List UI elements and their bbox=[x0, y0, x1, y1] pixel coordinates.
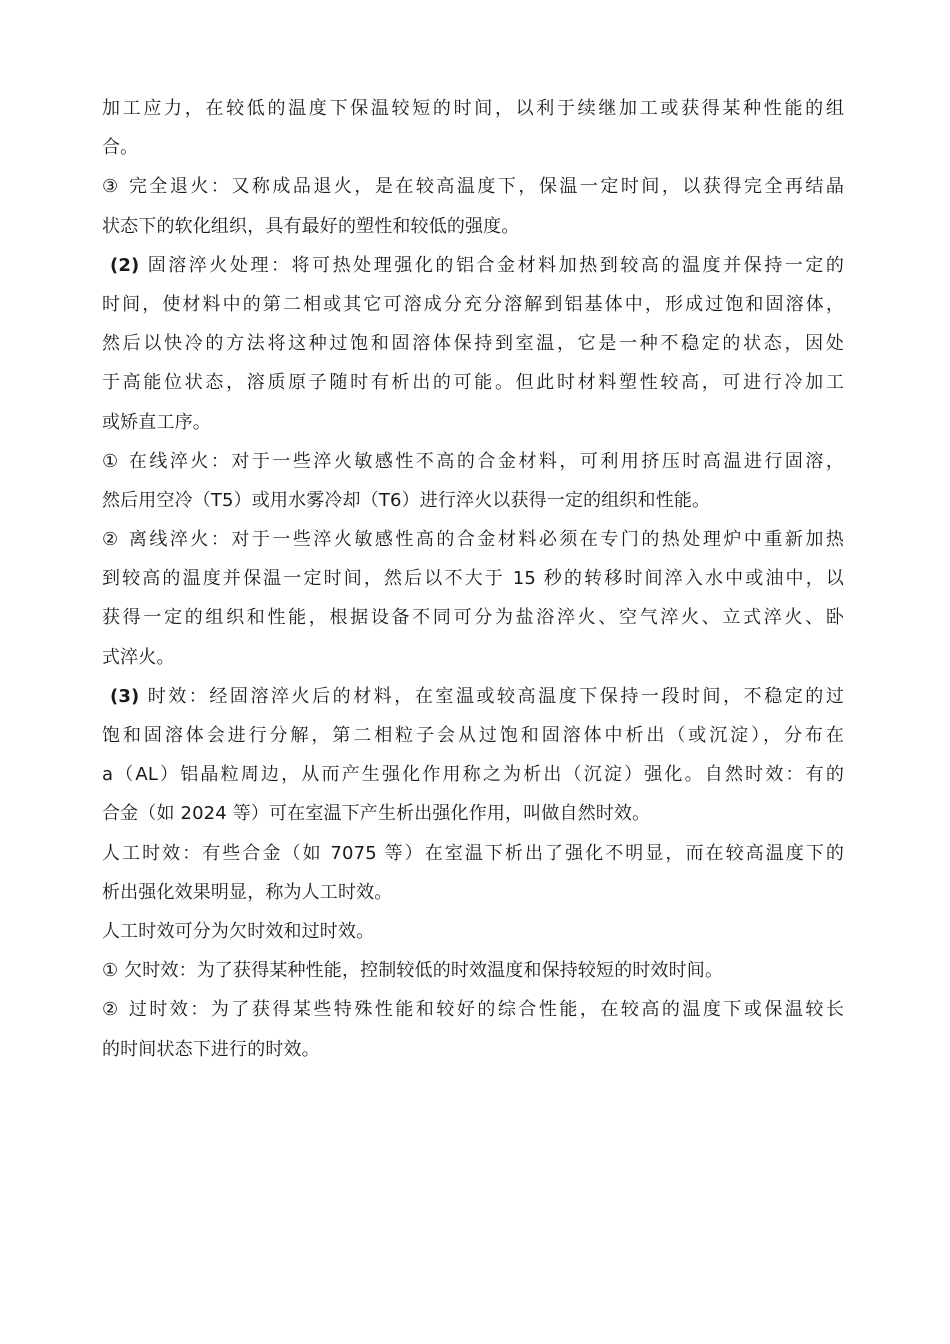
text-line bbox=[102, 363, 844, 402]
line-text: ② 过时效：为了获得某些特殊性能和较好的综合性能，在较高的温度下或保温较长 bbox=[102, 999, 844, 1021]
line-text: ② 离线淬火：对于一些淬火敏感性高的合金材料必须在专门的热处理炉中重新加热 bbox=[102, 529, 844, 551]
text-line bbox=[102, 520, 844, 559]
line-text: 人工时效可分为欠时效和过时效。 bbox=[102, 920, 375, 942]
text-line bbox=[102, 403, 844, 442]
text-line bbox=[102, 912, 844, 951]
text-line bbox=[102, 794, 844, 833]
text-line bbox=[102, 89, 844, 128]
body-text bbox=[102, 89, 844, 1069]
text-line bbox=[102, 638, 844, 677]
text-line bbox=[102, 442, 844, 481]
text-line bbox=[102, 677, 844, 716]
text-line bbox=[102, 951, 844, 990]
line-text: ① 在线淬火：对于一些淬火敏感性不高的合金材料，可利用挤压时高温进行固溶， bbox=[102, 450, 844, 472]
line-text: ③ 完全退火：又称成品退火，是在较高温度下，保温一定时间，以获得完全再结晶 bbox=[102, 176, 844, 198]
text-line bbox=[102, 246, 844, 285]
line-text: 然后以快冷的方法将这种过饱和固溶体保持到室温，它是一种不稳定的状态，因处 bbox=[102, 333, 844, 355]
text-line bbox=[102, 285, 844, 324]
line-text: 然后用空冷（T5）或用水雾冷却（T6）进行淬火以获得一定的组织和性能。 bbox=[102, 489, 711, 511]
line-text: 合金（如 2024 等）可在室温下产生析出强化作用，叫做自然时效。 bbox=[102, 803, 651, 825]
text-line bbox=[102, 167, 844, 206]
line-text: 饱和固溶体会进行分解，第二相粒子会从过饱和固溶体中析出（或沉淀），分布在 bbox=[102, 725, 844, 746]
text-line bbox=[102, 873, 844, 912]
text-line bbox=[102, 990, 844, 1029]
text-line bbox=[102, 324, 844, 363]
line-text: 或矫直工序。 bbox=[102, 411, 211, 433]
section-number: (3) bbox=[110, 685, 140, 707]
line-text: 人工时效：有些合金（如 7075 等）在室温下析出了强化不明显，而在较高温度下的 bbox=[102, 842, 844, 864]
text-line bbox=[102, 207, 844, 246]
section-number: (2) bbox=[110, 254, 140, 276]
line-text: 合。 bbox=[102, 137, 139, 159]
line-text: 时间，使材料中的第二相或其它可溶成分充分溶解到铝基体中，形成过饱和固溶体， bbox=[102, 293, 844, 315]
text-line bbox=[102, 1030, 844, 1069]
text-line bbox=[102, 716, 844, 755]
text-line bbox=[102, 128, 844, 167]
line-text: 于高能位状态，溶质原子随时有析出的可能。但此时材料塑性较高，可进行冷加工 bbox=[102, 372, 844, 394]
text-line bbox=[102, 598, 844, 637]
line-text: 的时间状态下进行的时效。 bbox=[102, 1038, 320, 1060]
line-text: a（AL）铝晶粒周边，从而产生强化作用称之为析出（沉淀）强化。自然时效：有的 bbox=[102, 764, 844, 786]
text-line bbox=[102, 834, 844, 873]
text-line bbox=[102, 481, 844, 520]
line-text: 析出强化效果明显，称为人工时效。 bbox=[102, 881, 393, 903]
line-text: 获得一定的组织和性能，根据设备不同可分为盐浴淬火、空气淬火、立式淬火、卧 bbox=[102, 607, 844, 629]
line-text: 到较高的温度并保温一定时间，然后以不大于 15 秒的转移时间淬入水中或油中，以 bbox=[102, 568, 844, 590]
text-line bbox=[102, 559, 844, 598]
line-text: 式淬火。 bbox=[102, 646, 175, 668]
text-line bbox=[102, 755, 844, 794]
line-text: 固溶淬火处理：将可热处理强化的铝合金材料加热到较高的温度并保持一定的 bbox=[139, 254, 844, 276]
line-text: 时效：经固溶淬火后的材料，在室温或较高温度下保持一段时间，不稳定的过 bbox=[139, 685, 844, 707]
line-text: 状态下的软化组织，具有最好的塑性和较低的强度。 bbox=[102, 215, 520, 237]
line-text: ① 欠时效：为了获得某种性能，控制较低的时效温度和保持较短的时效时间。 bbox=[102, 960, 724, 982]
line-text: 加工应力，在较低的温度下保温较短的时间，以利于续继加工或获得某种性能的组 bbox=[102, 98, 844, 119]
